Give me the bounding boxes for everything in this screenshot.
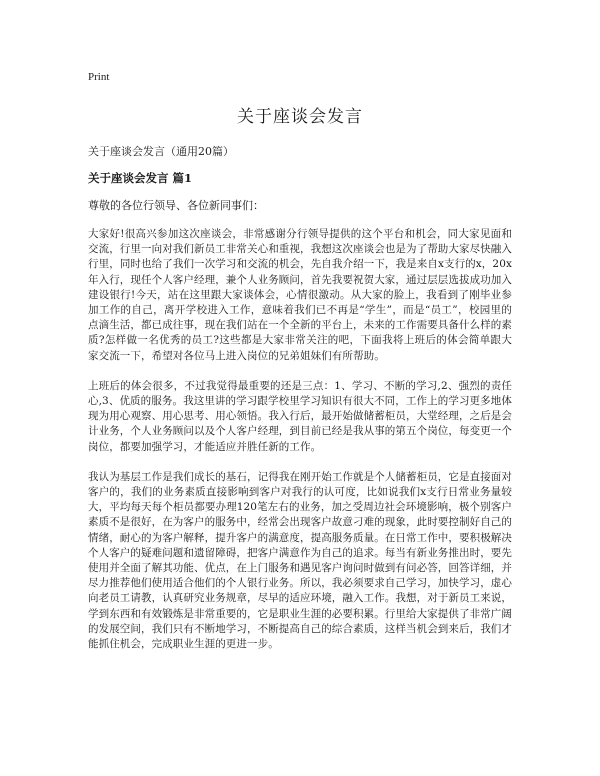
body-paragraph-2: 上班后的体会很多，不过我觉得最重要的还是三点：1、学习、不断的学习,2、强烈的责任心,3、优质的服务。我这里讲的学习跟学校里学习知识有很大不同，工作上的学习更多地体现为用心观察、用心思考、用心领悟。我入行后，最开始做储蓄柜员，大堂经理，之后是会计业务，个人业务顾问以及个人客户经理，到目前已经是我从事的第五个岗位，每变更一个岗位，都要加强学习，才能适应并胜任新的工作。 <box>88 379 512 453</box>
greeting: 尊敬的各位行领导、各位新同事们： <box>88 199 264 212</box>
section-heading: 关于座谈会发言 篇1 <box>88 171 193 185</box>
document-subtitle: 关于座谈会发言（通用20篇） <box>88 145 234 158</box>
print-label[interactable]: Print <box>88 71 110 83</box>
body-paragraph-3: 我认为基层工作是我们成长的基石，记得我在刚开始工作就是个人储蓄柜员，它是直接面对客户的，我们的业务素质直接影响到客户对我行的认可度，比如说我们x支行日常业务量较大，平均每天每个柜员都要办理120笔左右的业务，加之受周边社会环境影响，极个别客户素质不是很好，在为客户的服务中，经常会出现客户故意刁难的现象，此时要控制好自己的情绪，耐心的为客户解释，提升客户的满意度，提高服务质量。在日常工作中，要积极解决个人客户的疑难问题和遗留障碍，把客户满意作为自己的追求。每当有新业务推出时，要先使用并全面了解其功能、优点，在上门服务和遇见客户询问时做到有问必答，回答详细，并尽力推荐他们使用适合他们的个人银行业务。所以，我必须要求自己学习，加快学习，虚心向老员工请教，认真研究业务规章，尽早的适应环境，融入工作。我想，对于新员工来说，学到东西和有效锻炼是非常重要的，它是职业生涯的必要积累。行里给大家提供了非常广阔的发展空间，我们只有不断地学习，不断提高自己的综合素质，这样当机会到来后，我们才能抓住机会，完成职业生涯的更进一步。 <box>88 470 512 651</box>
body-paragraph-1: 大家好!很高兴参加这次座谈会，非常感谢分行领导提供的这个平台和机会，同大家见面和交流，行里一向对我们新员工非常关心和重视，我想这次座谈会也是为了帮助大家尽快融入行里，同时也给了我们一次学习和交流的机会，先自我介绍一下，我是来自x支行的x，20x年入行，现任个人客户经理，兼个人业务顾问，首先我要祝贺大家，通过层层选拔成功加入建设银行!今天，站在这里跟大家谈体会，心情很激动。从大家的脸上，我看到了刚毕业参加工作的自己，离开学校进入工作，意味着我们已不再是“学生”，而是“员工”，校园里的点滴生活，都已成往事，现在我们站在一个全新的平台上，未来的工作需要具备什么样的素质?怎样做一名优秀的员工?这些都是大家非常关注的吧，下面我将上班后的体会简单跟大家交流一下，希望对各位马上进入岗位的兄弟姐妹们有所帮助。 <box>88 228 512 362</box>
page-title: 关于座谈会发言 <box>237 107 363 127</box>
